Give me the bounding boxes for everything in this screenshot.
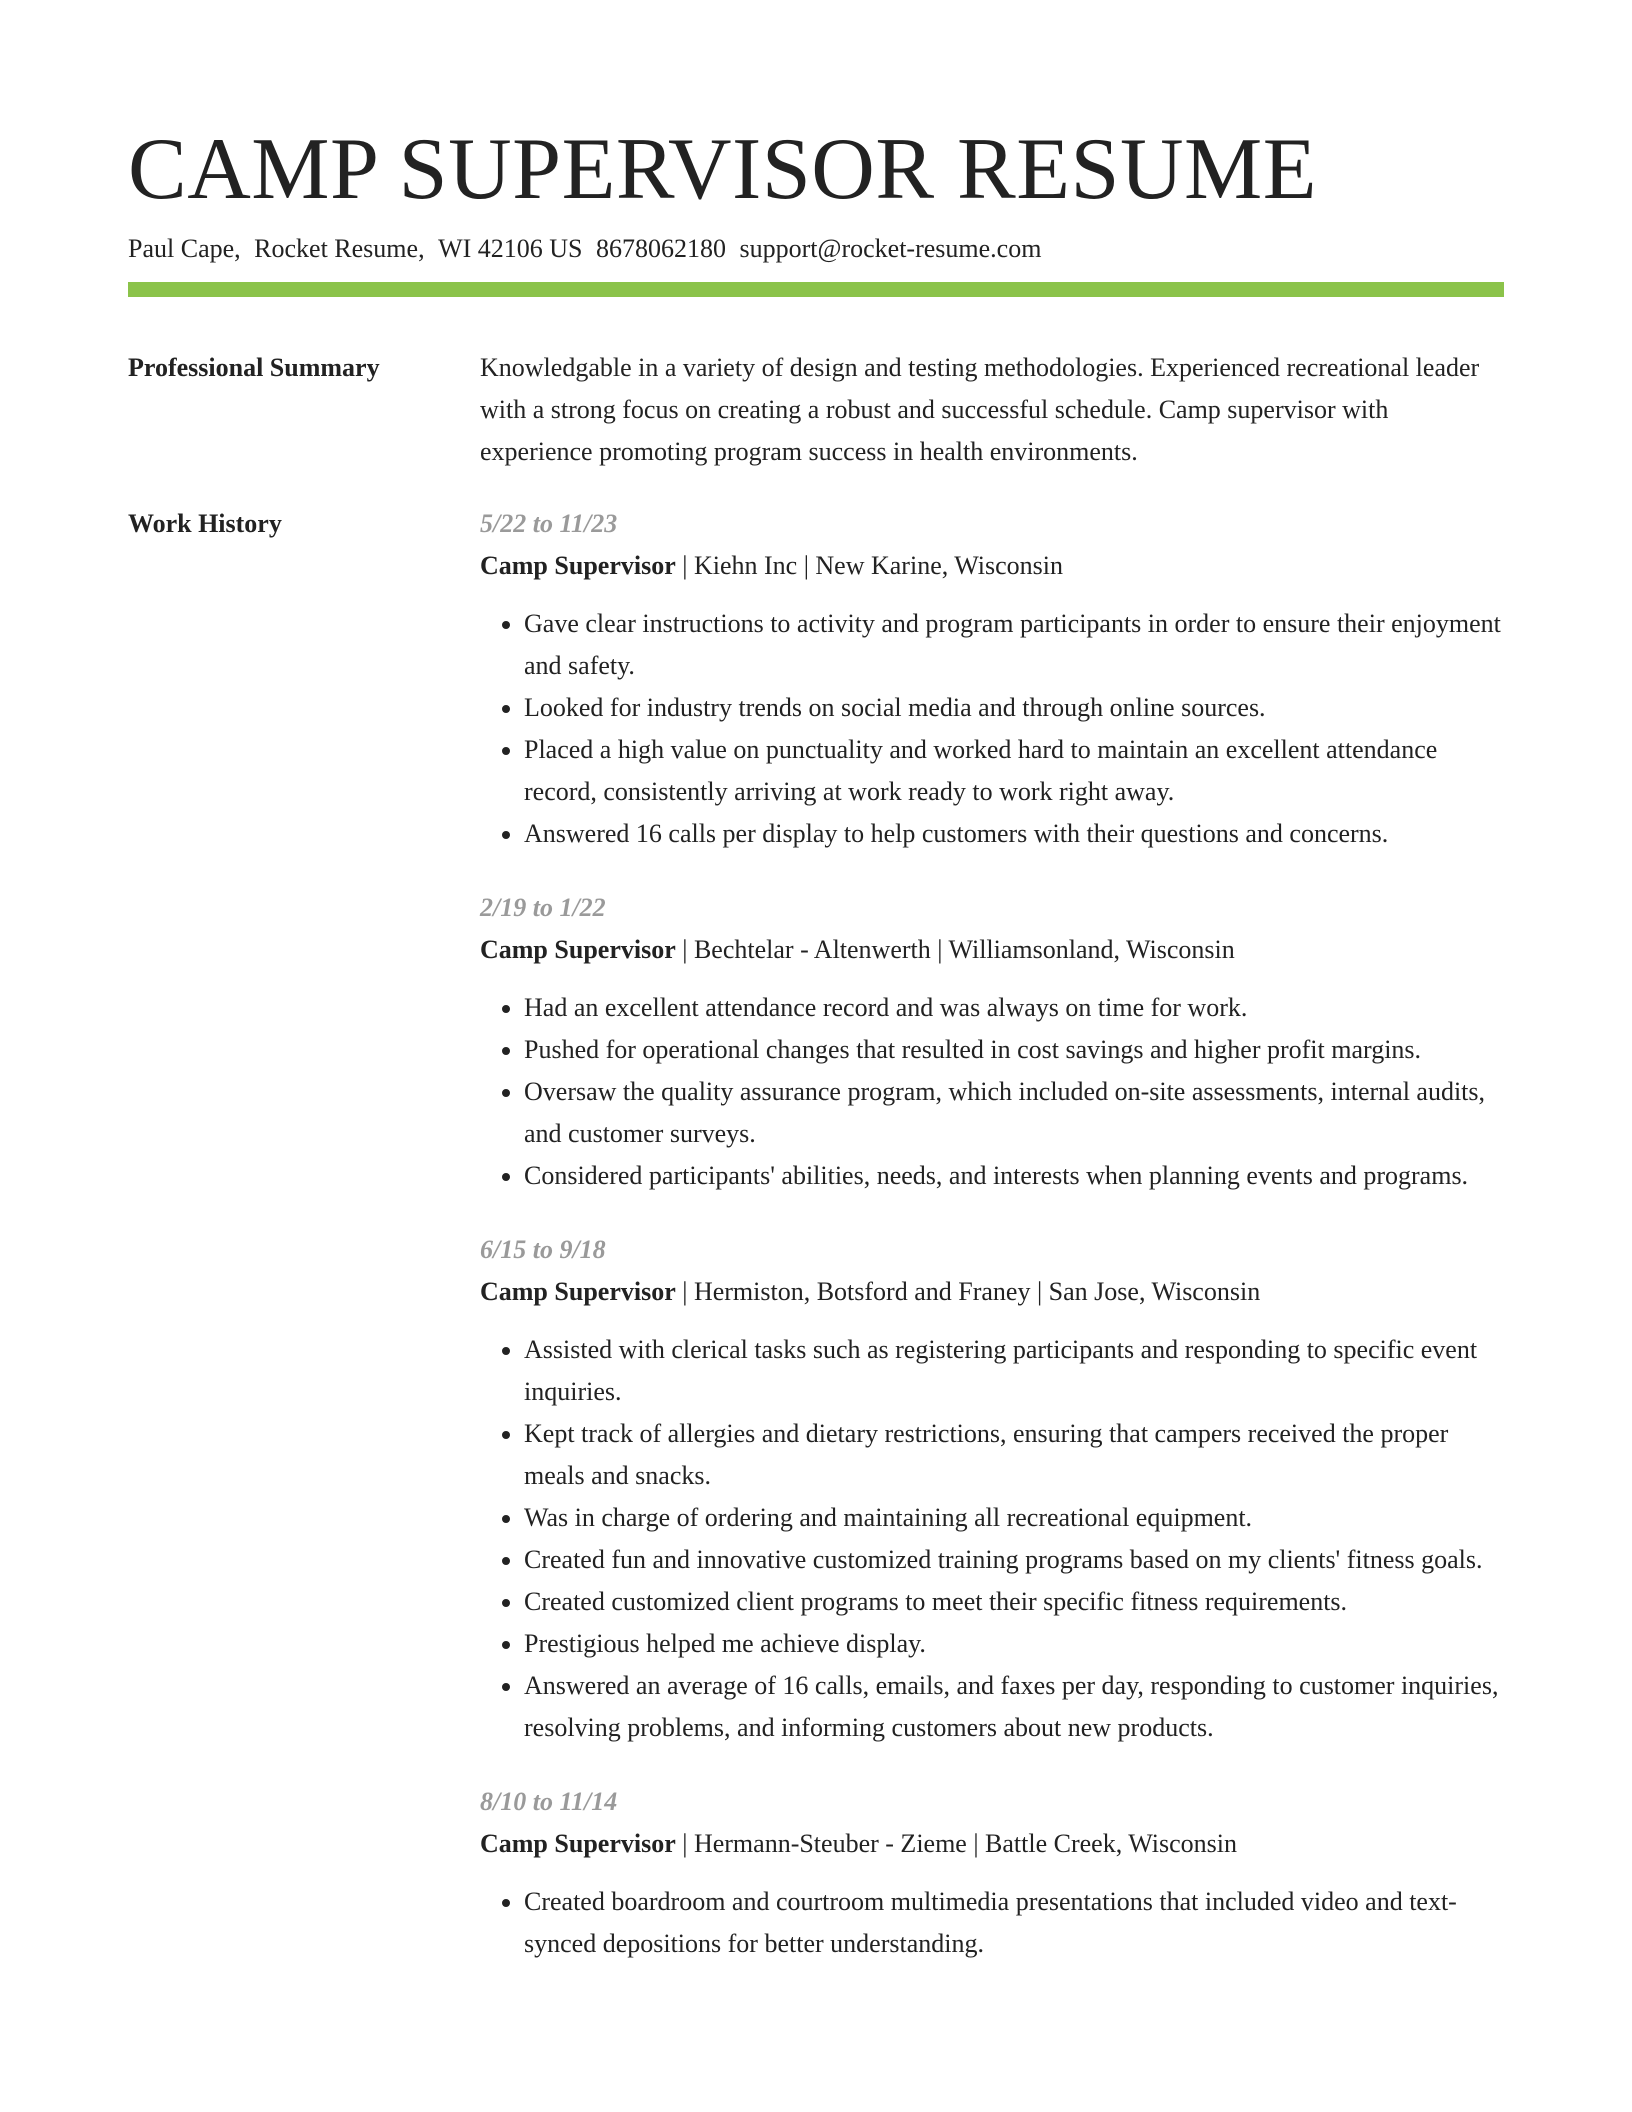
resume-page — [128, 118, 1504, 1997]
job-bullet-list — [480, 987, 1504, 1197]
job-bullet: • Kept track of allergies and dietary restrictions, ensuring that campers received the proper meals and snacks. — [524, 1413, 1504, 1497]
job-entry — [480, 503, 1504, 855]
contact-line — [128, 232, 1504, 266]
job-title: Camp Supervisor — [480, 935, 676, 964]
job-title: Camp Supervisor — [480, 1277, 676, 1306]
summary-text: Knowledgable in a variety of design and testing methodologies. Experienced recreational leader with a strong focus on creating a robust and successful schedule. Camp supervisor with experience promoting program success in health environments. — [480, 353, 1480, 466]
work-history-list — [480, 503, 1504, 1997]
job-entry — [480, 887, 1504, 1197]
job-bullet: • Had an excellent attendance record and was always on time for work. — [524, 987, 1504, 1029]
job-title: Camp Supervisor — [480, 1829, 676, 1858]
work-history-label: Work History — [128, 509, 282, 538]
job-bullet: • Created boardroom and courtroom multimedia presentations that included video and text-synced depositions for better understanding. — [524, 1881, 1504, 1965]
job-bullet: • Answered an average of 16 calls, emails, and faxes per day, responding to customer inquiries, resolving problems, and informing customers about new products. — [524, 1665, 1504, 1749]
job-bullet: • Created fun and innovative customized training programs based on my clients' fitness goals. — [524, 1539, 1504, 1581]
job-bullet: • Gave clear instructions to activity and program participants in order to ensure their enjoyment and safety. — [524, 603, 1504, 687]
job-entry — [480, 1229, 1504, 1749]
job-dates: 8/10 to 11/14 — [480, 1787, 618, 1816]
job-dates: 6/15 to 9/18 — [480, 1235, 606, 1264]
job-bullet: • Assisted with clerical tasks such as registering participants and responding to specific event inquiries. — [524, 1329, 1504, 1413]
job-heading — [480, 1271, 1504, 1313]
contact-email: support@rocket-resume.com — [739, 234, 1042, 263]
job-bullet: • Created customized client programs to meet their specific fitness requirements. — [524, 1581, 1504, 1623]
job-company-location: | Hermiston, Botsford and Franey | San Jose, Wisconsin — [675, 1277, 1261, 1306]
job-bullet-list — [480, 603, 1504, 855]
job-company-location: | Bechtelar - Altenwerth | Williamsonland, Wisconsin — [675, 935, 1235, 964]
job-heading — [480, 1823, 1504, 1865]
resume-title: CAMP SUPERVISOR RESUME — [128, 121, 1317, 218]
job-dates: 2/19 to 1/22 — [480, 893, 606, 922]
job-bullet: • Prestigious helped me achieve display. — [524, 1623, 1504, 1665]
contact-company: Rocket Resume, — [254, 234, 425, 263]
job-title: Camp Supervisor — [480, 551, 676, 580]
contact-phone: 8678062180 — [596, 234, 727, 263]
job-bullet-list — [480, 1881, 1504, 1965]
work-history-section — [128, 503, 1504, 1997]
job-entry — [480, 1781, 1504, 1965]
job-bullet: • Placed a high value on punctuality and worked hard to maintain an excellent attendance record, consistently arriving at work ready to work right away. — [524, 729, 1504, 813]
job-company-location: | Kiehn Inc | New Karine, Wisconsin — [675, 551, 1063, 580]
job-heading — [480, 545, 1504, 587]
job-heading — [480, 929, 1504, 971]
job-dates: 5/22 to 11/23 — [480, 509, 618, 538]
summary-label: Professional Summary — [128, 353, 380, 382]
summary-section — [128, 347, 1504, 473]
job-bullet: • Oversaw the quality assurance program, which included on-site assessments, internal audits, and customer surveys. — [524, 1071, 1504, 1155]
job-company-location: | Hermann-Steuber - Zieme | Battle Creek, Wisconsin — [675, 1829, 1237, 1858]
job-bullet: • Pushed for operational changes that resulted in cost savings and higher profit margins. — [524, 1029, 1504, 1071]
job-bullet: • Was in charge of ordering and maintaining all recreational equipment. — [524, 1497, 1504, 1539]
contact-region: WI 42106 US — [438, 234, 583, 263]
job-bullet: • Considered participants' abilities, needs, and interests when planning events and programs. — [524, 1155, 1504, 1197]
header-divider — [128, 282, 1504, 297]
job-bullet-list — [480, 1329, 1504, 1749]
contact-name: Paul Cape, — [128, 234, 241, 263]
job-bullet: • Looked for industry trends on social media and through online sources. — [524, 687, 1504, 729]
job-bullet: • Answered 16 calls per display to help customers with their questions and concerns. — [524, 813, 1504, 855]
